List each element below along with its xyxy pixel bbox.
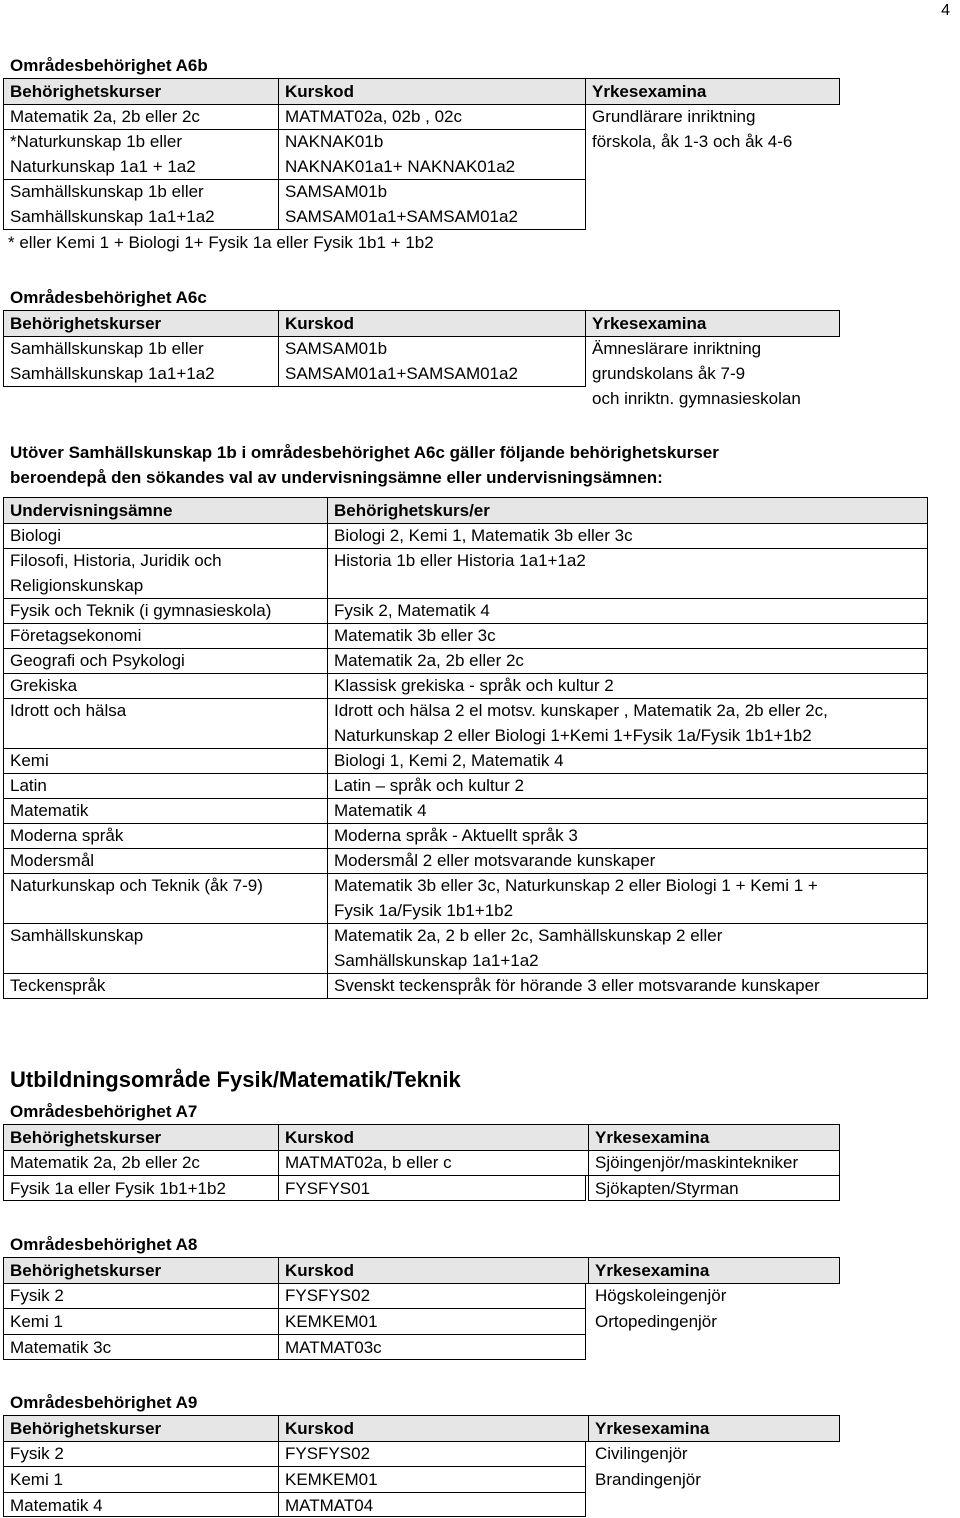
- subjects-divider: [327, 623, 328, 649]
- subject-name: Geografi och Psykologi: [10, 651, 185, 670]
- a8-cell: Högskoleingenjör: [595, 1286, 727, 1305]
- subject-courses: Matematik 3b eller 3c: [334, 626, 496, 645]
- table-row: [3, 798, 928, 824]
- a6c-title: Områdesbehörighet A6c: [10, 288, 207, 307]
- a6b-header-exam: Yrkesexamina: [592, 82, 707, 101]
- a8-header-courses: Behörighetskurser: [10, 1261, 162, 1280]
- subjects-divider: [327, 923, 328, 974]
- subject-name: Religionskunskap: [10, 576, 144, 595]
- a9-cell: Brandingenjör: [595, 1470, 701, 1489]
- a9-header-code: Kurskod: [285, 1419, 354, 1438]
- a6b-cell: *Naturkunskap 1b eller: [10, 132, 182, 151]
- subject-courses: Idrott och hälsa 2 el motsv. kunskaper , Matematik 2a, 2b eller 2c,: [334, 701, 828, 720]
- a6c-cell: SAMSAM01a1+SAMSAM01a2: [285, 364, 518, 383]
- subject-courses: Matematik 3b eller 3c, Naturkunskap 2 eller Biologi 1 + Kemi 1 +: [334, 876, 818, 895]
- subject-name: Idrott och hälsa: [10, 701, 127, 720]
- a6b-cell: Naturkunskap 1a1 + 1a2: [10, 157, 196, 176]
- a8-cell: Ortopedingenjör: [595, 1312, 717, 1331]
- subjects-divider: [327, 698, 328, 749]
- subjects-divider: [327, 523, 328, 549]
- a9-cell: MATMAT04: [285, 1496, 374, 1515]
- a7-title: Områdesbehörighet A7: [10, 1102, 198, 1121]
- subject-courses: Svenskt teckenspråk för hörande 3 eller motsvarande kunskaper: [334, 976, 820, 995]
- a7-cell: MATMAT02a, b eller c: [285, 1153, 452, 1172]
- a8-cell: FYSFYS02: [285, 1286, 371, 1305]
- a6c-header-exam: Yrkesexamina: [592, 314, 707, 333]
- subject-courses: Matematik 2a, 2 b eller 2c, Samhällskunskap 2 eller: [334, 926, 723, 945]
- a9-cell: Fysik 2: [10, 1444, 64, 1463]
- subject-name: Filosofi, Historia, Juridik och: [10, 551, 222, 570]
- subject-courses: Naturkunskap 2 eller Biologi 1+Kemi 1+Fysik 1a/Fysik 1b1+1b2: [334, 726, 812, 745]
- a8-header-code: Kurskod: [285, 1261, 354, 1280]
- subject-courses: Klassisk grekiska - språk och kultur 2: [334, 676, 614, 695]
- a6b-cell: SAMSAM01a1+SAMSAM01a2: [285, 207, 518, 226]
- page-number: 4: [941, 2, 950, 19]
- a9-header-courses: Behörighetskurser: [10, 1419, 162, 1438]
- area-title: Utbildningsområde Fysik/Matematik/Teknik: [10, 1067, 461, 1092]
- subject-name: Teckenspråk: [10, 976, 106, 995]
- a8-cell: KEMKEM01: [285, 1312, 378, 1331]
- a6c-cell: Samhällskunskap 1a1+1a2: [10, 364, 215, 383]
- a9-cell: FYSFYS02: [285, 1444, 371, 1463]
- a6c-header-code: Kurskod: [285, 314, 354, 333]
- subjects-divider: [327, 848, 328, 874]
- subjects-divider: [327, 973, 328, 999]
- a8-title: Områdesbehörighet A8: [10, 1235, 198, 1254]
- subjects-divider: [327, 873, 328, 924]
- a6c-cell: SAMSAM01b: [285, 339, 388, 358]
- a6c-cell: och inriktn. gymnasieskolan: [592, 389, 801, 408]
- a6b-footnote: * eller Kemi 1 + Biologi 1+ Fysik 1a eller Fysik 1b1 + 1b2: [8, 233, 434, 252]
- subject-courses: Matematik 2a, 2b eller 2c: [334, 651, 524, 670]
- subject-courses: Samhällskunskap 1a1+1a2: [334, 951, 539, 970]
- intro-line-2: beroendepå den sökandes val av undervisningsämne eller undervisningsämnen:: [10, 468, 663, 487]
- a6c-header-courses: Behörighetskurser: [10, 314, 162, 333]
- subject-name: Naturkunskap och Teknik (åk 7-9): [10, 876, 263, 895]
- a8-cell: Matematik 3c: [10, 1338, 112, 1357]
- a7-cell: Sjöingenjör/maskintekniker: [595, 1153, 799, 1172]
- subjects-divider: [327, 548, 328, 599]
- subjects-divider: [327, 798, 328, 824]
- a9-cell: Kemi 1: [10, 1470, 63, 1489]
- a6b-cell: MATMAT02a, 02b , 02c: [285, 107, 462, 126]
- a6c-cell: Samhällskunskap 1b eller: [10, 339, 204, 358]
- subjects-header-subject: Undervisningsämne: [10, 501, 173, 520]
- a6b-cell: SAMSAM01b: [285, 182, 388, 201]
- subjects-divider: [327, 748, 328, 774]
- a8-header-exam: Yrkesexamina: [595, 1261, 710, 1280]
- subject-courses: Biologi 1, Kemi 2, Matematik 4: [334, 751, 564, 770]
- subject-courses: Matematik 4: [334, 801, 427, 820]
- a7-cell: Sjökapten/Styrman: [595, 1179, 739, 1198]
- subject-name: Latin: [10, 776, 47, 795]
- a6b-cell: Grundlärare inriktning: [592, 107, 756, 126]
- a8-cell: MATMAT03c: [285, 1338, 382, 1357]
- a6b-header-code: Kurskod: [285, 82, 354, 101]
- intro-line-1: Utöver Samhällskunskap 1b i områdesbehörighet A6c gäller följande behörighetskurser: [10, 443, 719, 462]
- subject-courses: Moderna språk - Aktuellt språk 3: [334, 826, 578, 845]
- subjects-divider: [327, 648, 328, 674]
- subject-courses: Historia 1b eller Historia 1a1+1a2: [334, 551, 586, 570]
- subjects-divider: [327, 598, 328, 624]
- subject-courses: Fysik 1a/Fysik 1b1+1b2: [334, 901, 514, 920]
- subjects-divider: [327, 673, 328, 699]
- subject-courses: Modersmål 2 eller motsvarande kunskaper: [334, 851, 656, 870]
- a9-cell: Civilingenjör: [595, 1444, 688, 1463]
- a9-cell: Matematik 4: [10, 1496, 103, 1515]
- subject-name: Samhällskunskap: [10, 926, 144, 945]
- a7-header-code: Kurskod: [285, 1128, 354, 1147]
- a7-cell: FYSFYS01: [285, 1179, 371, 1198]
- a6b-cell: Samhällskunskap 1a1+1a2: [10, 207, 215, 226]
- subject-name: Företagsekonomi: [10, 626, 142, 645]
- subject-courses: Biologi 2, Kemi 1, Matematik 3b eller 3c: [334, 526, 633, 545]
- a8-cell: Kemi 1: [10, 1312, 63, 1331]
- subject-name: Modersmål: [10, 851, 95, 870]
- subjects-divider: [327, 823, 328, 849]
- a7-header-exam: Yrkesexamina: [595, 1128, 710, 1147]
- a7-cell: Fysik 1a eller Fysik 1b1+1b2: [10, 1179, 226, 1198]
- subject-name: Grekiska: [10, 676, 78, 695]
- subject-name: Biologi: [10, 526, 62, 545]
- a6b-cell: NAKNAK01a1+ NAKNAK01a2: [285, 157, 516, 176]
- a6c-cell: Ämneslärare inriktning: [592, 339, 762, 358]
- a6c-cell: grundskolans åk 7-9: [592, 364, 746, 383]
- a9-title: Områdesbehörighet A9: [10, 1393, 198, 1412]
- subject-name: Moderna språk: [10, 826, 124, 845]
- subject-name: Fysik och Teknik (i gymnasieskola): [10, 601, 272, 620]
- a9-header-exam: Yrkesexamina: [595, 1419, 710, 1438]
- a6b-title: Områdesbehörighet A6b: [10, 56, 208, 75]
- a6b-cell: Samhällskunskap 1b eller: [10, 182, 204, 201]
- subjects-divider: [327, 773, 328, 799]
- subject-courses: Fysik 2, Matematik 4: [334, 601, 490, 620]
- subject-name: Matematik: [10, 801, 89, 820]
- a6b-cell: NAKNAK01b: [285, 132, 384, 151]
- subject-name: Kemi: [10, 751, 49, 770]
- a7-cell: Matematik 2a, 2b eller 2c: [10, 1153, 200, 1172]
- a9-cell: KEMKEM01: [285, 1470, 378, 1489]
- subject-courses: Latin – språk och kultur 2: [334, 776, 524, 795]
- a6b-cell: Matematik 2a, 2b eller 2c: [10, 107, 200, 126]
- a6b-header-courses: Behörighetskurser: [10, 82, 162, 101]
- a8-cell: Fysik 2: [10, 1286, 64, 1305]
- a6b-cell: förskola, åk 1-3 och åk 4-6: [592, 132, 793, 151]
- subjects-divider: [327, 497, 328, 524]
- subjects-header-courses: Behörighetskurs/er: [334, 501, 490, 520]
- a7-header-courses: Behörighetskurser: [10, 1128, 162, 1147]
